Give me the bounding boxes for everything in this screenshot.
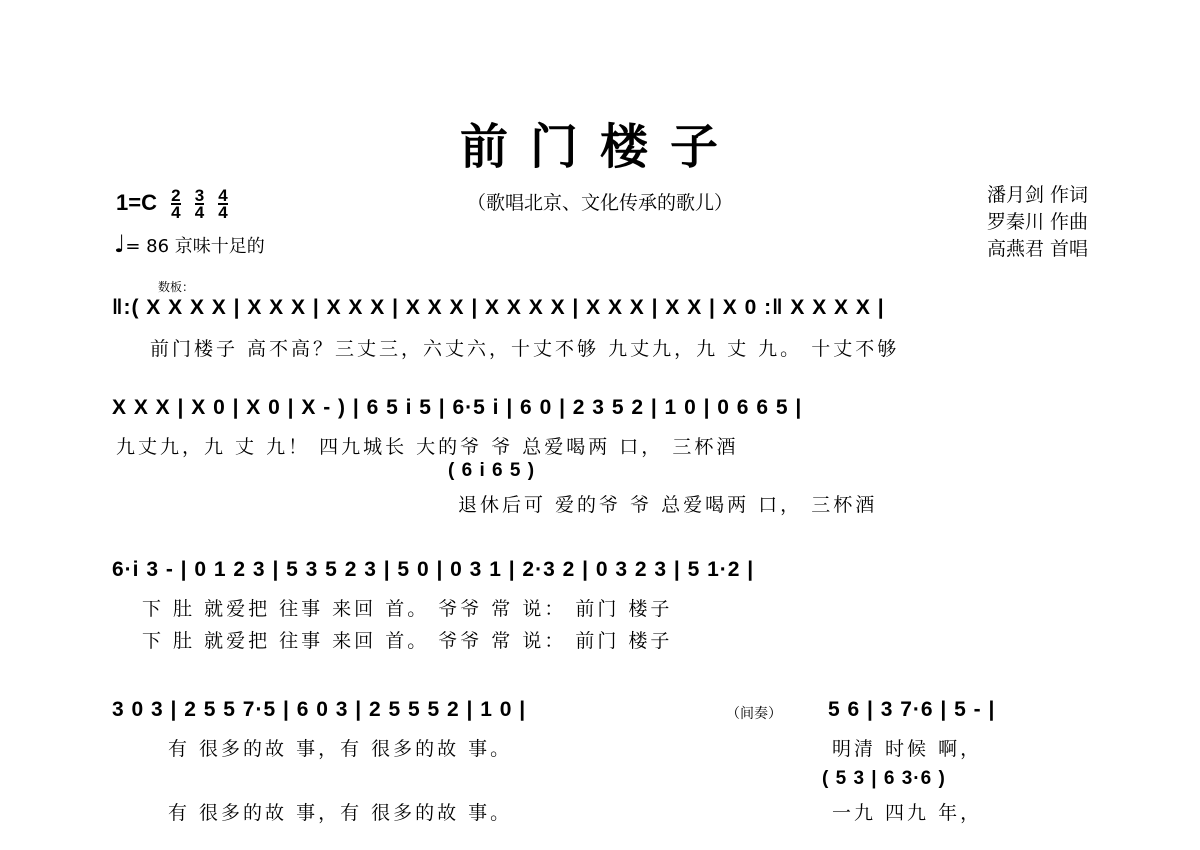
row2-alt-lyrics: 退休后可 爱的爷 爷 总爱喝两 口， 三杯酒 — [458, 494, 878, 516]
composer-credit: 罗秦川 作曲 — [986, 211, 1088, 233]
row1-music: ‖:( X X X X | X X X | X X X | X X X | X X X X | X X X | X X | X 0 :‖ X X X X | — [112, 296, 885, 319]
row4-music: 3 0 3 | 2 5 5 7·5 | 6 0 3 | 2 5 5 5 2 | 1 0 | — [112, 698, 527, 721]
row4-lyrics-1: 有 很多的故 事，有 很多的故 事。 — [168, 738, 513, 760]
row3-lyrics-2: 下 肚 就爱把 往事 来回 首。 爷爷 常 说： 前门 楼子 — [142, 630, 673, 652]
interlude-label: （间奏） — [726, 706, 782, 722]
time-signature-3-4: $\frac{3}{4}$ — [194, 186, 205, 222]
key-signature — [116, 188, 228, 220]
song-title: 前门楼子 — [459, 119, 740, 175]
row4-alt-music: ( 5 3 | 6 3·6 ) — [822, 768, 946, 789]
row2-alt-music: ( 6 i 6 5 ) — [448, 460, 536, 481]
row2-music: X X X | X 0 | X 0 | X - ) | 6 5 i 5 | 6·5 i | 6 0 | 2 3 5 2 | 1 0 | 0 6 6 5 | — [112, 396, 803, 419]
tempo-marking — [114, 230, 265, 258]
key-label: 1=C — [116, 189, 157, 215]
row1-label: 数板： — [158, 280, 195, 294]
singer-credit: 高燕君 首唱 — [986, 238, 1088, 260]
row4-lyrics-b-1: 明清 时候 啊， — [832, 738, 983, 760]
time-signature-2-4: $\frac{2}{4}$ — [171, 186, 181, 222]
row4-lyrics-b-2: 一九 四九 年， — [832, 802, 983, 824]
row4-lyrics-2: 有 很多的故 事，有 很多的故 事。 — [168, 802, 513, 824]
row2-lyrics: 九丈九，九 丈 九！ 四九城长 大的爷 爷 总爱喝两 口， 三杯酒 — [116, 436, 739, 458]
row3-music: 6·i 3 - | 0 1 2 3 | 5 3 5 2 3 | 5 0 | 0 3 1 | 2·3 2 | 0 3 2 3 | 5 1·2 | — [112, 558, 755, 581]
quarter-note-icon: ♩ — [114, 230, 126, 258]
row1-lyrics: 前门楼子 高不高？三丈三，六丈六，十丈不够 九丈九，九 丈 九。 十丈不够 — [150, 338, 900, 360]
lyricist-credit: 潘月剑 作词 — [986, 184, 1088, 206]
row3-lyrics-1: 下 肚 就爱把 往事 来回 首。 爷爷 常 说： 前门 楼子 — [142, 598, 673, 620]
time-signature-4-4: $\frac{4}{4}$ — [218, 186, 228, 222]
row4-music-2: 5 6 | 3 7·6 | 5 - | — [828, 698, 996, 721]
tempo-text: = 86 京味十足的 — [125, 236, 265, 257]
song-subtitle: （歌唱北京、文化传承的歌儿） — [466, 192, 733, 214]
